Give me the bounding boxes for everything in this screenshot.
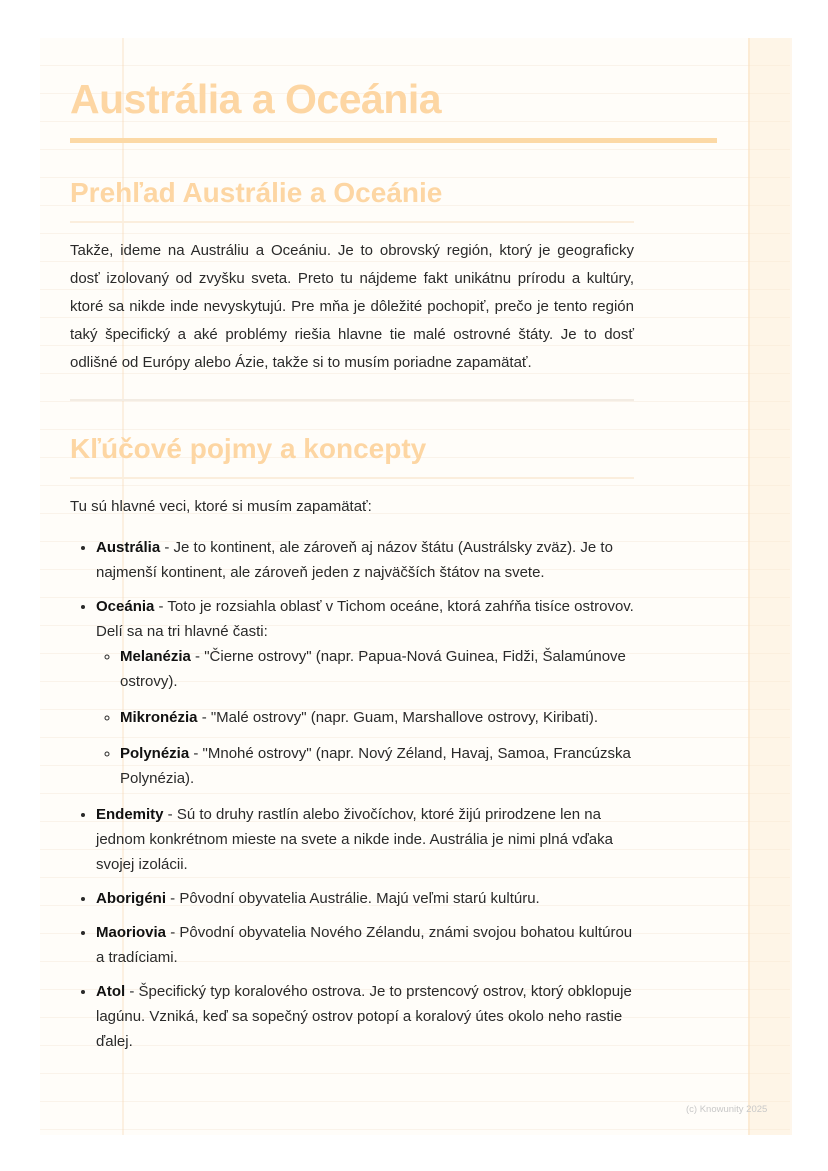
title-divider [70,138,717,143]
section-heading-concepts: Kľúčové pojmy a koncepty [70,433,427,464]
list-item [96,886,634,911]
term: Polynézia [120,745,190,762]
document-content [70,70,634,1063]
term: Melanézia [120,648,191,665]
definition: - "Malé ostrovy" (napr. Guam, Marshallove ostrovy, Kiribati). [197,709,599,726]
definition: - "Čierne ostrovy" (napr. Papua-Nová Guinea, Fidži, Šalamúnove ostrovy). [120,648,626,690]
list-item [96,535,634,585]
term: Maoriovia [96,924,167,941]
footer-copyright: (c) Knowunity 2025 [686,1104,768,1115]
term: Mikronézia [120,709,198,726]
sublist-item [120,741,634,791]
term: Austrália [96,539,161,556]
definition: - Sú to druhy rastlín alebo živočíchov, ktoré žijú prirodzene len na jednom konkrétnom mieste na svete a nikde inde. Austrália je nimi plná vďaka svojej izolácii. [96,806,613,873]
concepts-list [70,535,634,1054]
term: Aborigéni [96,890,166,907]
heading-divider [70,221,634,223]
list-item [96,594,634,791]
heading-divider [70,477,634,479]
term: Endemity [96,806,164,823]
section-divider [70,399,634,401]
definition: - Je to kontinent, ale zároveň aj názov štátu (Austrálsky zväz). Je to najmenší kontinent, ale zároveň jeden z najväčších štátov na svete. [96,539,613,581]
page-title: Austrália a Oceánia [70,76,442,122]
sublist-item [120,644,634,694]
definition: - Toto je rozsiahla oblasť v Tichom oceáne, ktorá zahŕňa tisíce ostrovov. Delí sa na tri hlavné časti: [96,598,634,640]
sublist [96,644,634,791]
section-heading-overview: Prehľad Austrálie a Oceánie [70,177,443,208]
definition: - Pôvodní obyvatelia Austrálie. Majú veľmi starú kultúru. [166,890,540,907]
definition: - "Mnohé ostrovy" (napr. Nový Zéland, Havaj, Samoa, Francúzska Polynézia). [120,745,631,787]
definition: - Pôvodní obyvatelia Nového Zélandu, známi svojou bohatou kultúrou a tradíciami. [96,924,633,966]
term: Oceánia [96,598,155,615]
list-item [96,979,634,1054]
term: Atol [96,983,126,1000]
concepts-intro: Tu sú hlavné veci, ktoré si musím zapamätať: [70,498,372,515]
sublist-item [120,705,634,730]
overview-paragraph: Takže, ideme na Austráliu a Oceániu. Je to obrovský región, ktorý je geograficky dosť izolovaný od zvyšku sveta. Preto tu nájdeme fakt unikátnu prírodu a kultúry, ktoré sa nikde inde nevyskytujú. Pre mňa je dôležité pochopiť, prečo je tento región taký špecifický a aké problémy riešia hlavne tie malé ostrovné štáty. Je to dosť odlišné od Európy alebo Ázie, takže si to musím poriadne zapamätať. [70,242,634,371]
right-stripe [748,38,792,1135]
list-item [96,802,634,877]
list-item [96,920,634,970]
definition: - Špecifický typ koralového ostrova. Je to prstencový ostrov, ktorý obklopuje lagúnu. Vzniká, keď sa sopečný ostrov potopí a koralový útes okolo neho rastie ďalej. [96,983,632,1050]
